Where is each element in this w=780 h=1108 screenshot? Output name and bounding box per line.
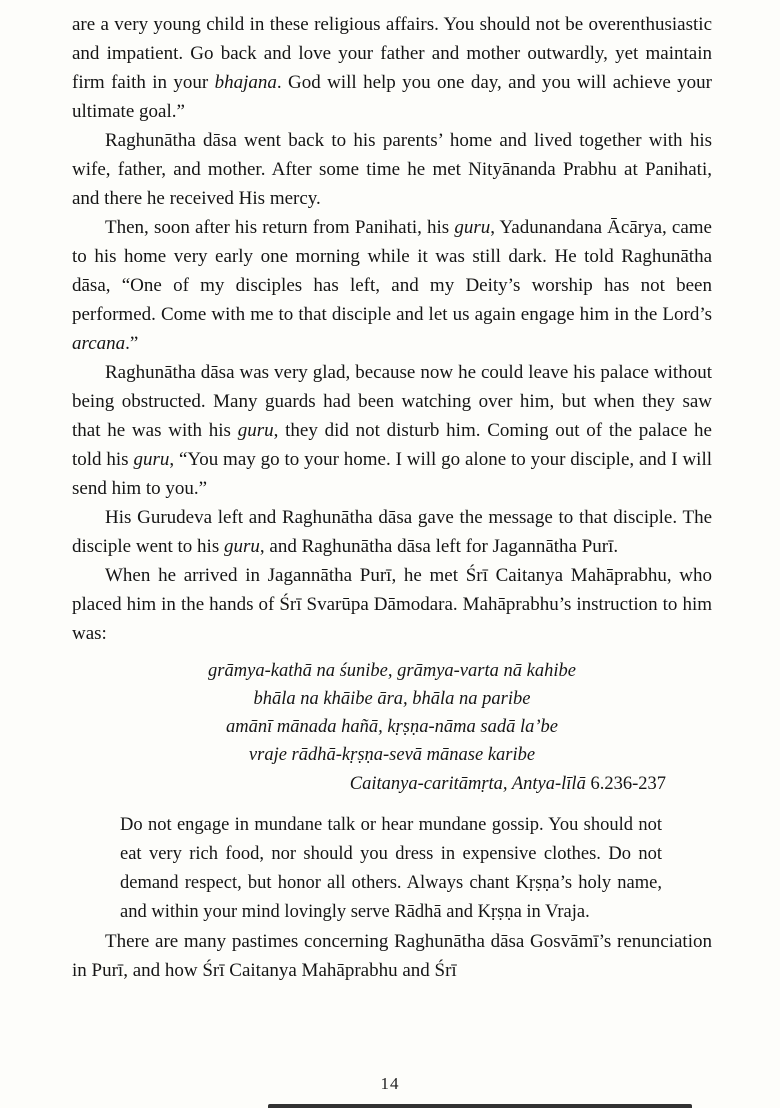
paragraph: When he arrived in Jagannātha Purī, he met Śrī Caitanya Mahāprabhu, who placed him in the hands of Śrī Svarūpa Dāmodara. Mahāprabhu’s instruction to him was:: [72, 565, 712, 644]
text-column: [72, 10, 712, 985]
citation-reference: 6.236-237: [585, 774, 666, 794]
sanskrit-verse: [72, 657, 712, 799]
page-number: 14: [380, 1074, 400, 1093]
paragraph: Raghunātha dāsa was very glad, because now he could leave his palace without being obstructed. Many guards had been watching over him, but when they saw that he was with his guru, they did not disturb him. Coming out of the palace he told his guru, “You may go to your home. I will go alone to your disciple, and I will send him to you.”: [72, 362, 712, 499]
paragraph: His Gurudeva left and Raghunātha dāsa gave the message to that disciple. The disciple went to his guru, and Raghunātha dāsa left for Jagannātha Purī.: [72, 507, 712, 557]
paragraph-continuation: are a very young child in these religious affairs. You should not be overenthusiastic and impatient. Go back and love your father and mother outwardly, yet maintain firm faith in your bhajana. God will help you one day, and you will achieve your ultimate goal.”: [72, 14, 712, 122]
paragraph: Then, soon after his return from Panihati, his guru, Yadunandana Ācārya, came to his home very early one morning while it was still dark. He told Raghunātha dāsa, “One of my disciples has left, and my Deity’s worship has not been performed. Come with me to that disciple and let us again engage him in the Lord’s arcana.”: [72, 217, 712, 354]
verse-line: grāmya-kathā na śunibe, grāmya-varta nā kahibe: [208, 661, 576, 681]
citation-title: Caitanya-caritāmṛta, Antya-līlā: [349, 774, 586, 794]
verse-translation-blockquote: Do not engage in mundane talk or hear mundane gossip. You should not eat very rich food, nor should you dress in expensive clothes. Do not demand respect, but honor all others. Always chant Kṛṣṇa’s holy name, and within your mind lovingly serve Rādhā and Kṛṣṇa in Vraja.: [120, 815, 662, 922]
verse-citation: [72, 769, 712, 799]
paragraph: There are many pastimes concerning Raghunātha dāsa Gosvāmī’s renunciation in Purī, and how Śrī Caitanya Mahāprabhu and Śrī: [72, 931, 712, 981]
verse-line: amānī mānada hañā, kṛṣṇa-nāma sadā la’be: [226, 717, 558, 737]
verse-line: bhāla na khāibe āra, bhāla na paribe: [253, 689, 531, 709]
scan-edge-artifact: [268, 1104, 692, 1108]
verse-line: vraje rādhā-kṛṣṇa-sevā mānase karibe: [248, 745, 536, 765]
paragraph: Raghunātha dāsa went back to his parents’ home and lived together with his wife, father, and mother. After some time he met Nityānanda Prabhu at Panihati, and there he received His mercy.: [72, 130, 712, 209]
